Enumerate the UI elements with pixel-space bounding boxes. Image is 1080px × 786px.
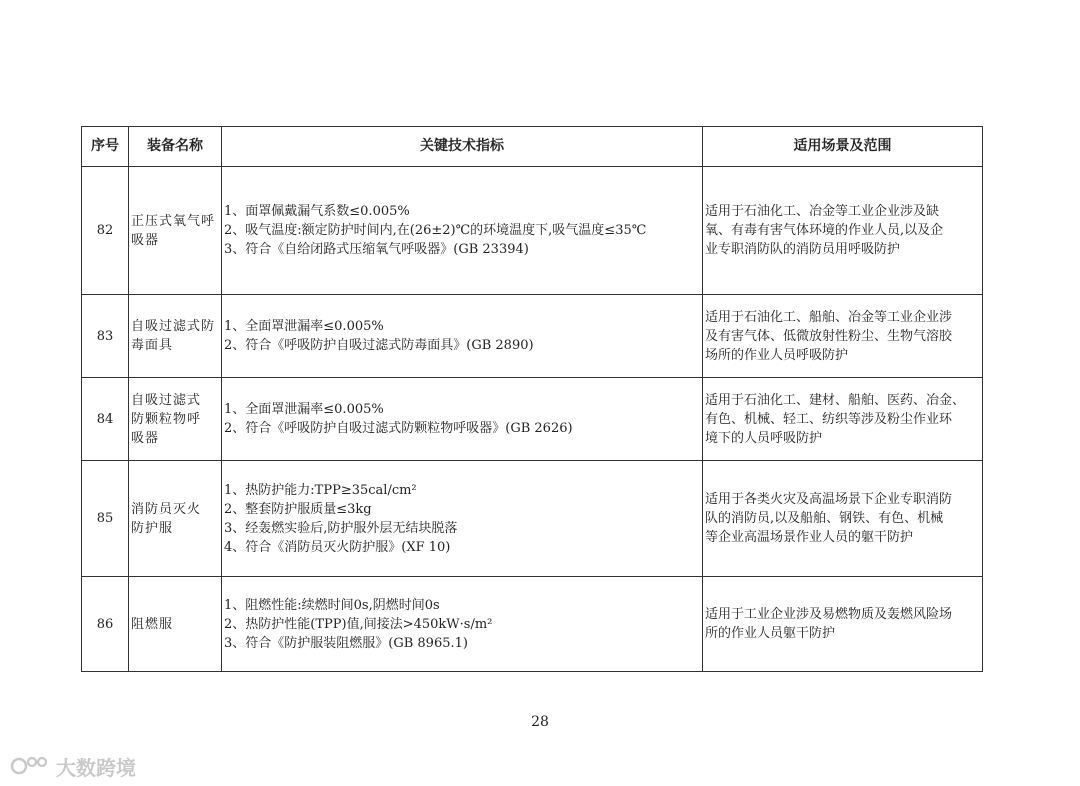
equipment-name-line: 吸器 <box>131 430 160 446</box>
row-number: 85 <box>82 461 129 577</box>
technical-specs <box>222 378 703 461</box>
table-row <box>82 167 983 295</box>
technical-specs-line: 1、全面罩泄漏率≤0.005% <box>224 402 384 417</box>
technical-specs-line: 1、阻燃性能:续燃时间0s,阴燃时间0s <box>224 597 440 613</box>
equipment-name <box>129 577 222 672</box>
equipment-name <box>129 167 222 295</box>
technical-specs <box>222 461 703 577</box>
table-row <box>82 295 983 378</box>
page-number: 28 <box>531 714 549 730</box>
application-scope-line: 适用于各类火灾及高温场景下企业专职消防 <box>705 492 953 507</box>
application-scope-line: 适用于石油化工、建材、船舶、医药、冶金、 <box>705 392 966 408</box>
row-number: 82 <box>82 167 129 295</box>
technical-specs-line: 3、符合《防护服装阻燃服》(GB 8965.1) <box>224 635 468 651</box>
application-scope-line: 适用于石油化工、船舶、冶金等工业企业涉 <box>705 309 953 325</box>
technical-specs <box>222 577 703 672</box>
equipment-name-line: 防颗粒物呼 <box>131 411 202 427</box>
brand-logo-icon <box>10 754 50 778</box>
watermark <box>10 752 136 780</box>
technical-specs-line: 4、符合《消防员灭火防护服》(XF 10) <box>224 539 451 555</box>
application-scope-line: 等企业高温场景作业人员的躯干防护 <box>705 530 914 545</box>
equipment-name-line: 消防员灭火 <box>131 501 202 517</box>
watermark-text: 大数跨境 <box>56 755 136 780</box>
header-specs: 关键技术指标 <box>222 127 703 167</box>
technical-specs-line: 3、经轰燃实验后,防护服外层无结块脱落 <box>224 520 458 536</box>
technical-specs <box>222 295 703 378</box>
application-scope <box>703 577 983 672</box>
equipment-name-line: 防护服 <box>131 520 174 536</box>
header-scope: 适用场景及范围 <box>703 127 983 167</box>
technical-specs-line: 2、吸气温度:额定防护时间内,在(26±2)℃的环境温度下,吸气温度≤35℃ <box>224 223 647 238</box>
header-name: 装备名称 <box>129 127 222 167</box>
equipment-name-line: 吸器 <box>131 232 160 248</box>
equipment-spec-table <box>81 126 983 672</box>
application-scope-line: 场所的作业人员呼吸防护 <box>705 347 849 363</box>
application-scope-line: 队的消防员,以及船舶、钢铁、有色、机械 <box>705 511 944 526</box>
technical-specs <box>222 167 703 295</box>
application-scope-line: 适用于工业企业涉及易燃物质及轰燃风险场 <box>705 607 953 622</box>
application-scope <box>703 378 983 461</box>
technical-specs-line: 2、热防护性能(TPP)值,间接法>450kW·s/m² <box>224 616 493 632</box>
table-header-row <box>82 127 983 167</box>
technical-specs-line: 1、面罩佩戴漏气系数≤0.005% <box>224 204 410 219</box>
table-row <box>82 378 983 461</box>
technical-specs-line: 2、符合《呼吸防护自吸过滤式防颗粒物呼吸器》(GB 2626) <box>224 421 573 436</box>
technical-specs-line: 2、整套防护服质量≤3kg <box>224 501 372 517</box>
application-scope-line: 适用于石油化工、冶金等工业企业涉及缺 <box>705 204 940 219</box>
application-scope <box>703 295 983 378</box>
equipment-name-line: 阻燃服 <box>131 616 174 632</box>
application-scope <box>703 461 983 577</box>
application-scope-line: 境下的人员呼吸防护 <box>705 430 823 446</box>
application-scope-line: 氧、有毒有害气体环境的作业人员,以及企 <box>705 223 944 238</box>
table-row <box>82 461 983 577</box>
equipment-name-line: 毒面具 <box>131 338 174 353</box>
equipment-name-line: 自吸过滤式防 <box>131 319 216 334</box>
table-body <box>82 167 983 672</box>
application-scope-line: 业专职消防队的消防员用呼吸防护 <box>705 242 901 257</box>
application-scope-line: 有色、机械、轻工、纺织等涉及粉尘作业环 <box>705 411 953 427</box>
technical-specs-line: 1、全面罩泄漏率≤0.005% <box>224 319 384 334</box>
technical-specs-line: 3、符合《自给闭路式压缩氧气呼吸器》(GB 23394) <box>224 242 529 257</box>
application-scope-line: 所的作业人员躯干防护 <box>705 626 836 641</box>
equipment-name <box>129 461 222 577</box>
application-scope-line: 及有害气体、低微放射性粉尘、生物气溶胶 <box>705 328 953 344</box>
row-number: 86 <box>82 577 129 672</box>
equipment-name-line: 自吸过滤式 <box>131 392 202 408</box>
application-scope <box>703 167 983 295</box>
header-no: 序号 <box>82 127 129 167</box>
equipment-name <box>129 295 222 378</box>
technical-specs-line: 2、符合《呼吸防护自吸过滤式防毒面具》(GB 2890) <box>224 338 534 353</box>
row-number: 84 <box>82 378 129 461</box>
equipment-name <box>129 378 222 461</box>
table-row <box>82 577 983 672</box>
row-number: 83 <box>82 295 129 378</box>
technical-specs-line: 1、热防护能力:TPP≥35cal/cm² <box>224 482 417 498</box>
equipment-name-line: 正压式氧气呼 <box>131 213 216 229</box>
